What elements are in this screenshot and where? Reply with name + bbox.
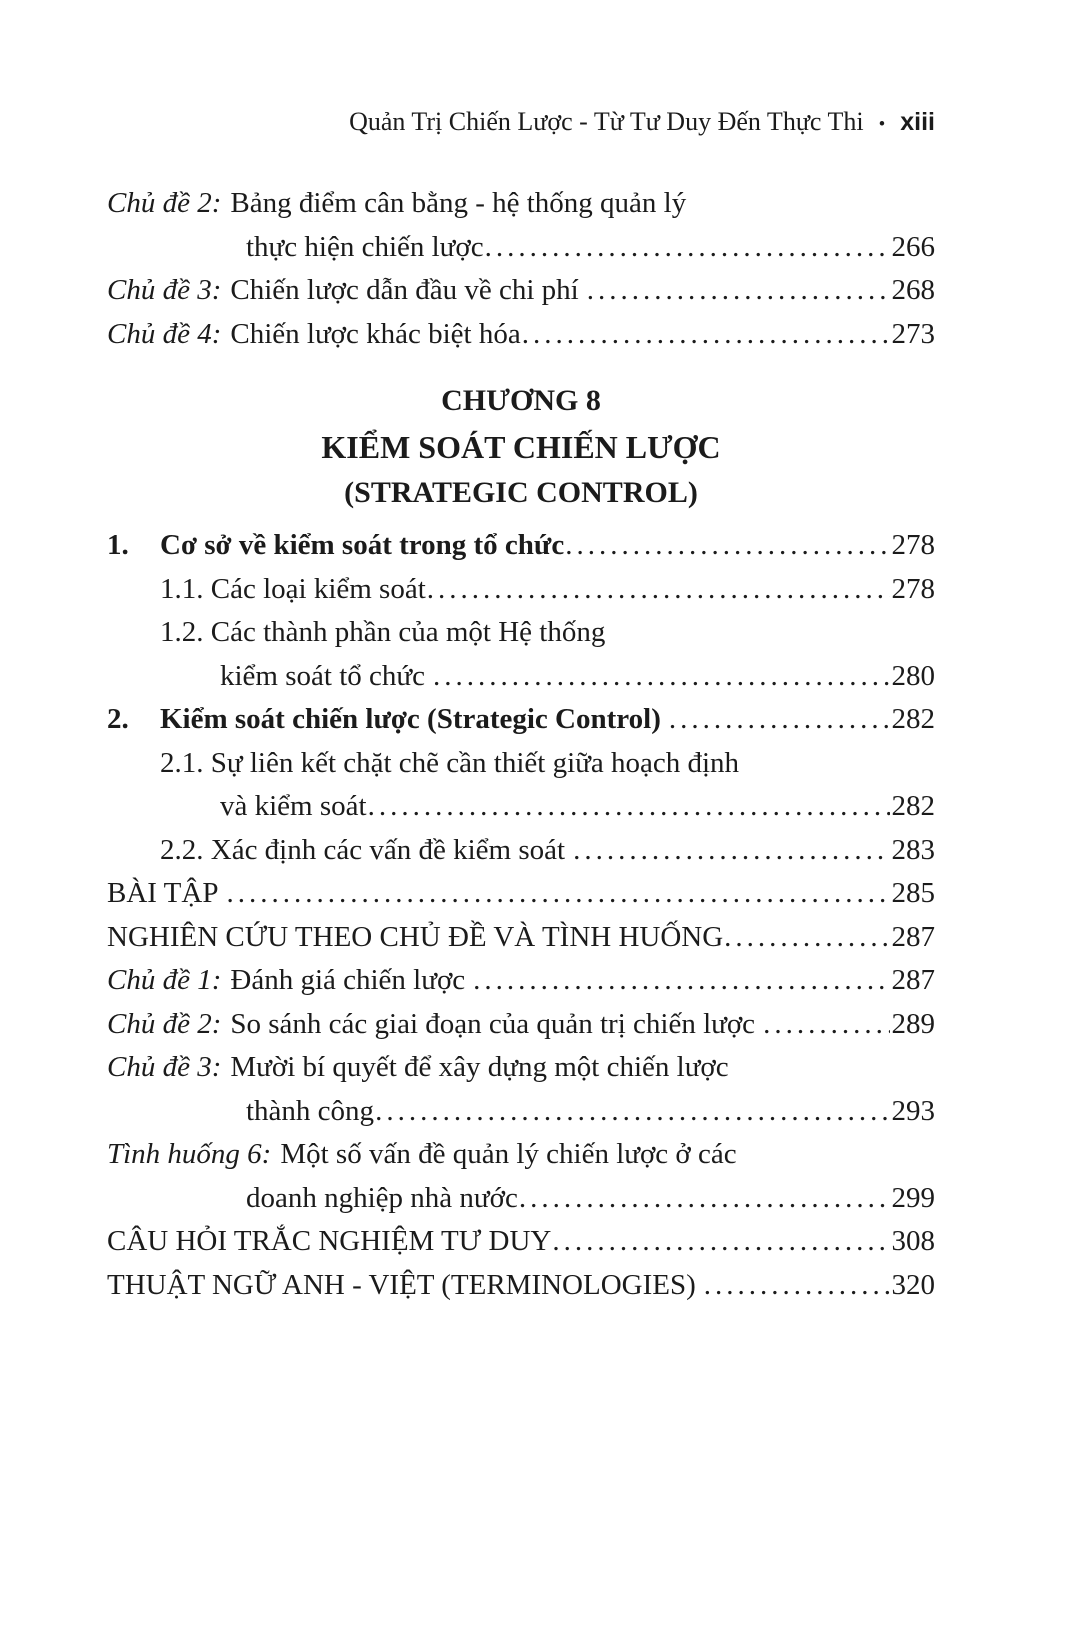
- dot-leader: [704, 1264, 890, 1308]
- entry-page: 282: [891, 703, 935, 735]
- toc-entry-numbered: [107, 524, 935, 568]
- toc-entry: [107, 1003, 935, 1047]
- toc-entry: [107, 568, 935, 612]
- entry-text: NGHIÊN CỨU THEO CHỦ ĐỀ VÀ TÌNH HUỐNG: [107, 920, 724, 953]
- chapter-subtitle: (STRATEGIC CONTROL): [344, 476, 698, 509]
- toc-entry: [107, 182, 935, 226]
- dot-leader: [427, 568, 890, 612]
- chapter-kicker: CHƯƠNG 8: [441, 384, 601, 417]
- chapter-title: KIỂM SOÁT CHIẾN LƯỢC: [321, 429, 721, 465]
- entry-page: 280: [891, 659, 935, 692]
- toc-entry: [107, 611, 935, 655]
- entry-label: Chủ đề 3:: [107, 1051, 222, 1083]
- entry-text: 1.1. Các loại kiểm soát: [160, 572, 426, 605]
- bullet-separator: •: [878, 114, 886, 135]
- entry-page: 308: [891, 1225, 935, 1257]
- entry-label: Chủ đề 3:: [107, 274, 222, 306]
- entry-text: 2.2. Xác định các vấn đề kiểm soát: [160, 833, 566, 866]
- entry-page: 283: [891, 833, 935, 866]
- dot-leader: [519, 1177, 890, 1221]
- entry-text: 2.1. Sự liên kết chặt chẽ cần thiết giữa hoạch định: [160, 746, 740, 779]
- toc-entry-continuation: [107, 1177, 935, 1221]
- entry-page: 282: [891, 790, 935, 822]
- entry-text: Chiến lược khác biệt hóa: [230, 317, 521, 350]
- dot-leader: [587, 269, 890, 313]
- entry-text: kiểm soát tổ chức: [220, 659, 425, 692]
- dot-leader: [473, 959, 889, 1003]
- entry-label: Chủ đề 2:: [107, 1007, 222, 1040]
- entry-page: 287: [891, 964, 935, 996]
- toc-entry-continuation: [107, 785, 935, 829]
- toc-entry: [107, 916, 935, 960]
- entry-text: thành công: [246, 1094, 375, 1127]
- entry-page: 273: [891, 317, 935, 350]
- page-number-roman: xiii: [900, 108, 935, 136]
- dot-leader: [552, 1220, 889, 1264]
- entry-text: Chiến lược dẫn đầu về chi phí: [230, 274, 579, 306]
- entry-page: 289: [891, 1007, 935, 1040]
- entry-text: thực hiện chiến lược: [246, 230, 484, 263]
- entry-page: 266: [891, 230, 935, 263]
- entry-number: 2.: [107, 703, 129, 735]
- entry-label: Chủ đề 2:: [107, 187, 222, 219]
- dot-leader: [226, 872, 889, 916]
- entry-text: Một số vấn đề quản lý chiến lược ở các: [280, 1138, 737, 1170]
- entry-text: So sánh các giai đoạn của quản trị chiến lược: [230, 1007, 756, 1040]
- toc-entry: [107, 959, 935, 1003]
- toc-entry: [107, 1046, 935, 1090]
- entry-label: Tình huống 6:: [107, 1138, 272, 1170]
- dot-leader: [522, 313, 890, 357]
- running-header: [107, 104, 935, 143]
- toc-entry: [107, 1264, 935, 1308]
- dot-leader: [565, 524, 889, 568]
- toc-entry-continuation: [107, 1090, 935, 1134]
- entry-text: THUẬT NGỮ ANH - VIỆT (TERMINOLOGIES): [107, 1268, 696, 1301]
- entry-page: 278: [891, 572, 935, 605]
- entry-text: Bảng điểm cân bằng - hệ thống quản lý: [230, 187, 687, 219]
- toc-entry-numbered: [107, 698, 935, 742]
- entry-text: BÀI TẬP: [107, 877, 219, 909]
- toc-entry-continuation: [107, 226, 935, 270]
- entry-page: 293: [891, 1094, 935, 1127]
- entry-text: Đánh giá chiến lược: [230, 964, 466, 996]
- entry-page: 278: [891, 529, 935, 561]
- entry-page: 287: [891, 920, 935, 953]
- entry-text: Kiểm soát chiến lược (Strategic Control): [160, 703, 661, 735]
- book-title: Quản Trị Chiến Lược - Từ Tư Duy Đến Thực Thi: [349, 107, 864, 136]
- entry-text: và kiểm soát: [220, 790, 367, 822]
- toc-entry: [107, 1133, 935, 1177]
- toc-entry: [107, 269, 935, 313]
- chapter-heading: [107, 378, 935, 516]
- entry-page: 320: [891, 1268, 935, 1301]
- toc-entry: [107, 829, 935, 873]
- entry-page: 299: [891, 1181, 935, 1214]
- dot-leader: [485, 226, 890, 270]
- toc-entry: [107, 313, 935, 357]
- entry-number: 1.: [107, 529, 129, 561]
- entry-text: Cơ sở về kiểm soát trong tổ chức: [160, 529, 565, 561]
- dot-leader: [573, 829, 889, 873]
- toc-entry-continuation: [107, 655, 935, 699]
- entry-page: 268: [891, 274, 935, 306]
- entry-page: 285: [891, 877, 935, 909]
- entry-label: Chủ đề 4:: [107, 317, 222, 350]
- entry-label: Chủ đề 1:: [107, 964, 222, 996]
- toc-entry: [107, 742, 935, 786]
- dot-leader: [433, 655, 890, 699]
- dot-leader: [368, 785, 890, 829]
- dot-leader: [763, 1003, 889, 1047]
- dot-leader: [375, 1090, 889, 1134]
- toc-entry: [107, 872, 935, 916]
- entry-text: doanh nghiệp nhà nước: [246, 1181, 518, 1214]
- dot-leader: [669, 698, 890, 742]
- entry-text: 1.2. Các thành phần của một Hệ thống: [160, 616, 606, 648]
- dot-leader: [724, 916, 889, 960]
- toc-entry: [107, 1220, 935, 1264]
- table-of-contents: [107, 182, 935, 1307]
- entry-text: Mười bí quyết để xây dựng một chiến lược: [230, 1051, 729, 1083]
- entry-text: CÂU HỎI TRẮC NGHIỆM TƯ DUY: [107, 1225, 552, 1257]
